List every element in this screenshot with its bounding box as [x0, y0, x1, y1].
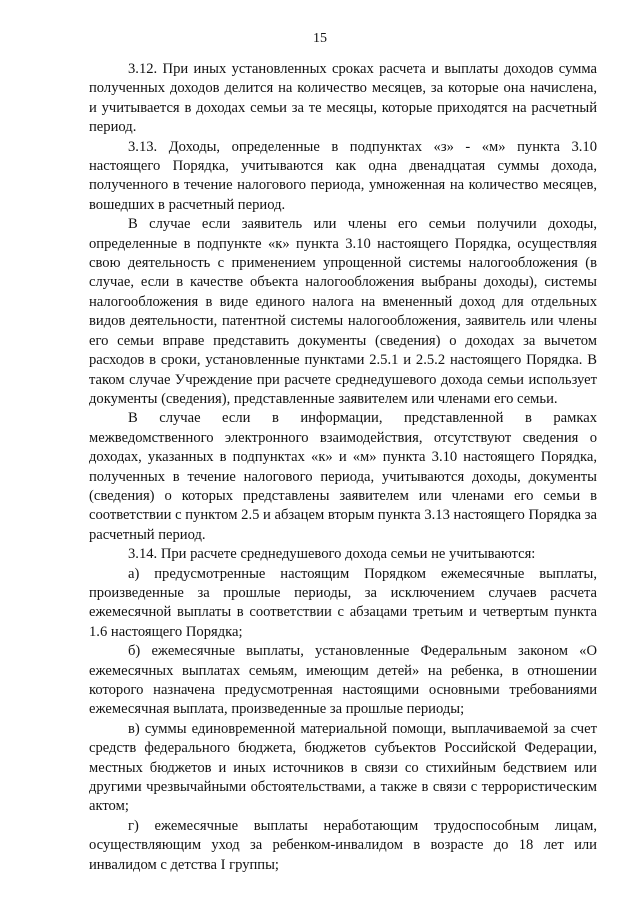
paragraph-3-13: 3.13. Доходы, определенные в подпунктах «з» - «м» пункта 3.10 настоящего Порядка, учитываются как одна двенадцатая суммы дохода, полученного в течение налогового периода, умноженная на количество месяцев, вошедших в расчетный период. — [89, 138, 597, 213]
paragraph-3-13-interagency-info: В случае если в информации, представленной в рамках межведомственного электронного взаимодействия, отсутствуют сведения о доходах, указанных в подпунктах «к» и «м» пункта 3.10 настоящего Порядка, полученных в течение налогового периода, учитываются доходы, документы (сведения) о которых представлены заявителем или членами его семьи в соответствии с пунктом 2.5 и абзацем вторым пункта 3.13 настоящего Порядка за расчетный период. — [89, 410, 597, 543]
page-number: 15 — [313, 31, 327, 46]
paragraph-3-13-simplified-taxation: В случае если заявитель или члены его семьи получили доходы, определенные в подпункте «к» пункта 3.10 настоящего Порядка, осуществляя свою деятельность с применением упрощенной системы налогообложения (в случае, если в качестве объекта налогообложения выбраны доходы), системы налогообложения в виде единого налога на вмененный доход для отдельных видов деятельности, патентной системы налогообложения, заявитель или члены его семьи вправе представить документы (сведения) о доходах за вычетом расходов в сроки, установленные пунктами 2.5.1 и 2.5.2 настоящего Порядка. В таком случае Учреждение при расчете среднедушевого дохода семьи использует документы (сведения), представленные заявителем или членами его семьи. — [89, 216, 597, 407]
paragraph-3-12: 3.12. При иных установленных сроках расчета и выплаты доходов сумма полученных доходов делится на количество месяцев, за которые она начислена, и учитывается в доходах семьи за те месяцы, которые приходятся на расчетный период. — [89, 61, 597, 136]
list-item-a: а) предусмотренные настоящим Порядком ежемесячные выплаты, произведенные за прошлые периоды, за исключением случаев расчета ежемесячной выплаты в соответствии с абзацами третьим и четвертым пункта 1.6 настоящего Порядка; — [89, 565, 597, 640]
list-item-b: б) ежемесячные выплаты, установленные Федеральным законом «О ежемесячных выплатах семьям, имеющим детей» на ребенка, в отношении которого назначена предусмотренная настоящими основными требованиями ежемесячная выплата, произведенные за прошлые периоды; — [89, 643, 597, 718]
paragraph-3-14: 3.14. При расчете среднедушевого дохода семьи не учитываются: — [128, 546, 536, 563]
list-item-g: г) ежемесячные выплаты неработающим трудоспособным лицам, осуществляющим уход за ребенком-инвалидом в возрасте до 18 лет или инвалидом с детства I группы; — [89, 817, 597, 873]
list-item-v: в) суммы единовременной материальной помощи, выплачиваемой за счет средств федерального бюджета, бюджетов субъектов Российской Федерации, местных бюджетов и иных источников в связи со стихийным бедствием или другими чрезвычайными обстоятельствами, а также в связи с террористическим актом; — [89, 720, 597, 815]
document-body — [89, 60, 597, 875]
